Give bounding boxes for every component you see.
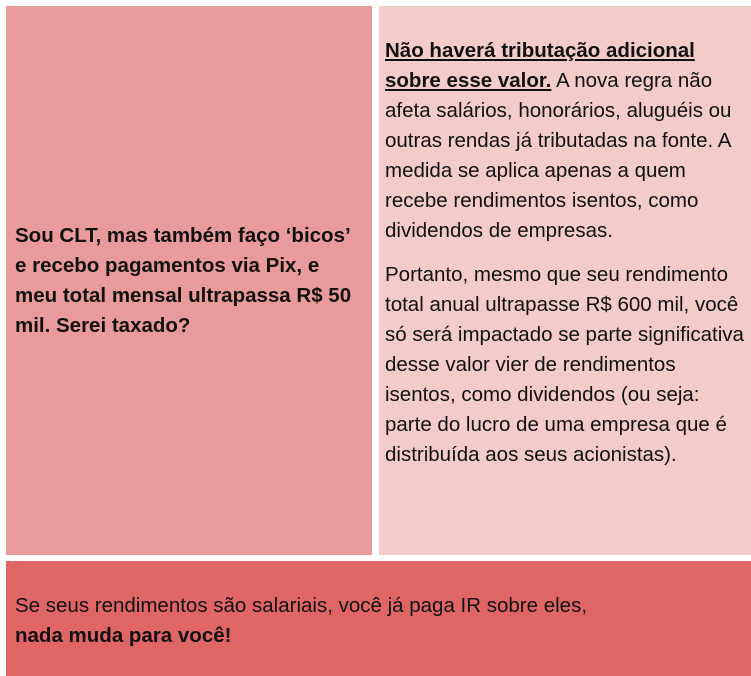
- question-text: Sou CLT, mas também faço ‘bicos’ e recebo pagamentos via Pix, e meu total mensal ultrapassa R$ 50 mil. Serei taxado?: [15, 223, 352, 337]
- footer-text: [15, 591, 742, 651]
- column-divider: [372, 6, 379, 555]
- answer-paragraph-2: Portanto, mesmo que seu rendimento total anual ultrapasse R$ 600 mil, você só será impactado se parte significativa desse valor vier de rendimentos isentos, como dividendos (ou seja: parte do lucro de uma empresa que é distribuída aos seus acionistas).: [385, 263, 744, 466]
- answer-paragraph-1: [385, 36, 745, 246]
- question-cell: [6, 6, 372, 555]
- answer-paragraph-1-rest: A nova regra não afeta salários, honorários, aluguéis ou outras rendas já tributadas na fonte. A medida se aplica apenas a quem recebe rendimentos isentos, como dividendos de empresas.: [385, 69, 732, 242]
- answer-cell: [379, 6, 751, 555]
- footer-line-1: Se seus rendimentos são salariais, você já paga IR sobre eles,: [15, 594, 588, 617]
- footer-cell: [6, 561, 751, 676]
- answer-lead: Não haverá tributação adicional sobre esse valor.: [385, 39, 695, 92]
- footer-line-2: nada muda para você!: [15, 624, 232, 647]
